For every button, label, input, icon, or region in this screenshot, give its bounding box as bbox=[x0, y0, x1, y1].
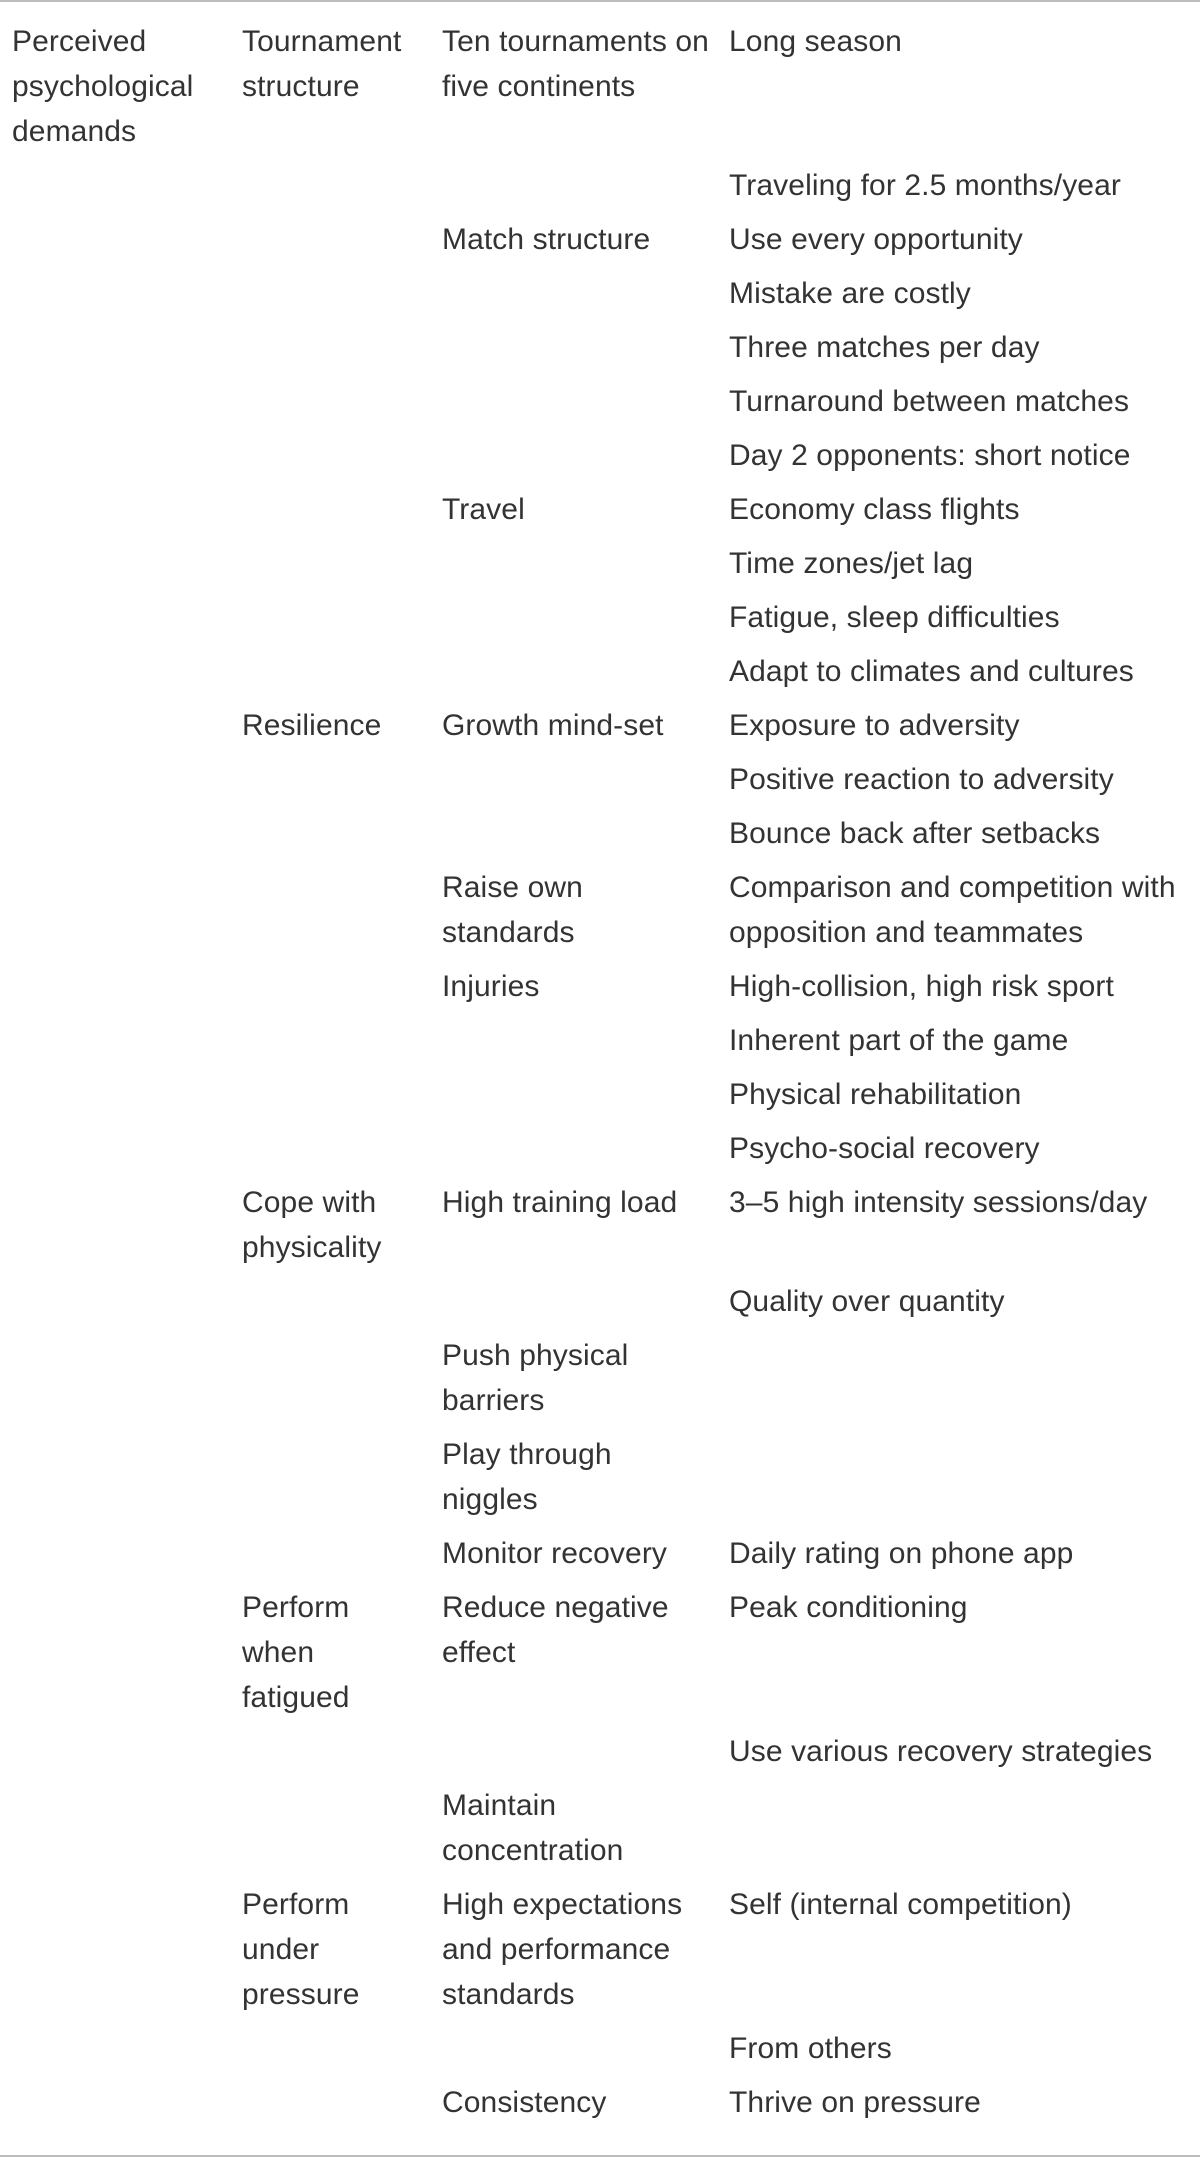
subtheme-cell: Consistency bbox=[442, 2086, 607, 2119]
table-row bbox=[0, 10, 1200, 154]
detail-cell: Adapt to climates and cultures bbox=[729, 655, 1134, 688]
theme-cell bbox=[230, 370, 430, 424]
table-row bbox=[0, 1522, 1200, 1576]
table-row bbox=[0, 532, 1200, 586]
detail-cell: Self (internal competition) bbox=[729, 1888, 1072, 1921]
theme-cell bbox=[230, 748, 430, 802]
table-row bbox=[0, 802, 1200, 856]
subtheme-cell bbox=[430, 316, 717, 370]
detail-cell: Time zones/jet lag bbox=[729, 547, 974, 580]
table-row bbox=[0, 640, 1200, 694]
dimension-cell bbox=[0, 694, 230, 748]
subtheme-cell: Travel bbox=[442, 493, 525, 526]
subtheme-cell: High training load bbox=[442, 1186, 678, 1219]
dimension-cell bbox=[0, 802, 230, 856]
detail-cell: Quality over quantity bbox=[729, 1285, 1005, 1318]
table-row bbox=[0, 262, 1200, 316]
subtheme-cell bbox=[430, 262, 717, 316]
detail-cell: From others bbox=[729, 2032, 892, 2065]
subtheme-cell bbox=[430, 640, 717, 694]
dimension-cell bbox=[0, 1063, 230, 1117]
theme-cell: Perform under pressure bbox=[242, 1888, 360, 2011]
dimension-cell bbox=[0, 370, 230, 424]
subtheme-cell bbox=[430, 370, 717, 424]
detail-cell: Turnaround between matches bbox=[729, 385, 1130, 418]
dimension-cell bbox=[0, 208, 230, 262]
theme-cell bbox=[230, 2071, 430, 2125]
table-row bbox=[0, 1774, 1200, 1873]
dimension-cell bbox=[0, 1720, 230, 1774]
dimension-cell bbox=[0, 316, 230, 370]
table-row bbox=[0, 955, 1200, 1009]
subtheme-cell: Match structure bbox=[442, 223, 651, 256]
detail-cell: Physical rehabilitation bbox=[729, 1078, 1022, 1111]
table-row bbox=[0, 154, 1200, 208]
detail-cell: Three matches per day bbox=[729, 331, 1040, 364]
theme-cell: Tournament structure bbox=[242, 25, 402, 103]
table-row bbox=[0, 2071, 1200, 2125]
table-row bbox=[0, 1576, 1200, 1720]
dimension-cell bbox=[0, 955, 230, 1009]
detail-cell: Comparison and competition with opposition and teammates bbox=[729, 871, 1176, 949]
table-row bbox=[0, 1873, 1200, 2017]
subtheme-cell: Injuries bbox=[442, 970, 540, 1003]
detail-cell: Exposure to adversity bbox=[729, 709, 1020, 742]
table-row bbox=[0, 1009, 1200, 1063]
theme-cell bbox=[230, 1117, 430, 1171]
subtheme-cell bbox=[430, 2017, 717, 2071]
dimension-cell bbox=[0, 586, 230, 640]
detail-cell: Bounce back after setbacks bbox=[729, 817, 1101, 850]
subtheme-cell: Ten tournaments on five continents bbox=[442, 25, 709, 103]
theme-cell bbox=[230, 1063, 430, 1117]
subtheme-cell bbox=[430, 1117, 717, 1171]
dimension-cell bbox=[0, 2017, 230, 2071]
subtheme-cell: Raise own standards bbox=[442, 871, 583, 949]
subtheme-cell bbox=[430, 1009, 717, 1063]
dimension-cell bbox=[0, 1117, 230, 1171]
subtheme-cell bbox=[430, 154, 717, 208]
detail-cell: Psycho-social recovery bbox=[729, 1132, 1040, 1165]
subtheme-cell bbox=[430, 802, 717, 856]
table-top-rule bbox=[0, 0, 1200, 2]
table-row bbox=[0, 316, 1200, 370]
theme-cell bbox=[230, 856, 430, 955]
subtheme-cell: Monitor recovery bbox=[442, 1537, 668, 1570]
subtheme-cell bbox=[430, 1720, 717, 1774]
detail-cell: Use every opportunity bbox=[729, 223, 1023, 256]
detail-cell: Mistake are costly bbox=[729, 277, 971, 310]
dimension-cell bbox=[0, 154, 230, 208]
table-row bbox=[0, 1171, 1200, 1270]
dimension-cell bbox=[0, 1009, 230, 1063]
theme-cell: Perform when fatigued bbox=[242, 1591, 350, 1714]
table-row bbox=[0, 370, 1200, 424]
dimension-cell bbox=[0, 1774, 230, 1873]
dimension-cell bbox=[0, 1576, 230, 1720]
table-row bbox=[0, 208, 1200, 262]
theme-cell bbox=[230, 1324, 430, 1423]
subtheme-cell: Maintain concentration bbox=[442, 1789, 624, 1867]
detail-cell: 3–5 high intensity sessions/day bbox=[729, 1186, 1148, 1219]
table-row bbox=[0, 1720, 1200, 1774]
theme-cell bbox=[230, 586, 430, 640]
table-row bbox=[0, 856, 1200, 955]
theme-cell: Cope with physicality bbox=[242, 1186, 382, 1264]
theme-cell bbox=[230, 208, 430, 262]
detail-cell bbox=[717, 1324, 1200, 1423]
dimension-cell bbox=[0, 1270, 230, 1324]
theme-cell bbox=[230, 1009, 430, 1063]
dimension-cell bbox=[0, 640, 230, 694]
subtheme-cell: High expectations and performance standards bbox=[442, 1888, 683, 2011]
subtheme-cell bbox=[430, 1063, 717, 1117]
detail-cell: Long season bbox=[729, 25, 902, 58]
subtheme-cell bbox=[430, 1270, 717, 1324]
dimension-cell: Perceived psychological demands bbox=[12, 25, 194, 148]
detail-cell: Economy class flights bbox=[729, 493, 1020, 526]
dimension-cell bbox=[0, 1873, 230, 2017]
dimension-cell bbox=[0, 856, 230, 955]
detail-cell: Inherent part of the game bbox=[729, 1024, 1069, 1057]
detail-cell: Fatigue, sleep difficulties bbox=[729, 601, 1060, 634]
detail-cell: Positive reaction to adversity bbox=[729, 763, 1114, 796]
dimension-cell bbox=[0, 424, 230, 478]
theme-cell bbox=[230, 532, 430, 586]
table-row bbox=[0, 694, 1200, 748]
psychological-demands-table bbox=[0, 10, 1200, 2125]
subtheme-cell bbox=[430, 586, 717, 640]
subtheme-cell: Reduce negative effect bbox=[442, 1591, 669, 1669]
subtheme-cell: Play through niggles bbox=[442, 1438, 612, 1516]
dimension-cell bbox=[0, 478, 230, 532]
subtheme-cell bbox=[430, 748, 717, 802]
table-row bbox=[0, 2017, 1200, 2071]
dimension-cell bbox=[0, 748, 230, 802]
table-row bbox=[0, 424, 1200, 478]
detail-cell: Peak conditioning bbox=[729, 1591, 968, 1624]
theme-cell bbox=[230, 1423, 430, 1522]
dimension-cell bbox=[0, 262, 230, 316]
theme-cell bbox=[230, 424, 430, 478]
table-bottom-rule bbox=[0, 2155, 1200, 2157]
table-body bbox=[0, 10, 1200, 2125]
subtheme-cell: Push physical barriers bbox=[442, 1339, 629, 1417]
detail-cell: Traveling for 2.5 months/year bbox=[729, 169, 1121, 202]
theme-cell: Resilience bbox=[242, 709, 382, 742]
theme-cell bbox=[230, 478, 430, 532]
subtheme-cell: Growth mind-set bbox=[442, 709, 664, 742]
table-row bbox=[0, 478, 1200, 532]
theme-cell bbox=[230, 802, 430, 856]
dimension-cell bbox=[0, 1522, 230, 1576]
detail-cell: Daily rating on phone app bbox=[729, 1537, 1074, 1570]
detail-cell: Use various recovery strategies bbox=[729, 1735, 1153, 1768]
detail-cell: Day 2 opponents: short notice bbox=[729, 439, 1131, 472]
theme-cell bbox=[230, 1522, 430, 1576]
detail-cell: Thrive on pressure bbox=[729, 2086, 981, 2119]
theme-cell bbox=[230, 262, 430, 316]
detail-cell bbox=[717, 1774, 1200, 1873]
detail-cell: High-collision, high risk sport bbox=[729, 970, 1114, 1003]
dimension-cell bbox=[0, 1324, 230, 1423]
table-row bbox=[0, 1324, 1200, 1423]
dimension-cell bbox=[0, 1423, 230, 1522]
theme-cell bbox=[230, 2017, 430, 2071]
dimension-cell bbox=[0, 1171, 230, 1270]
dimension-cell bbox=[0, 532, 230, 586]
table-row bbox=[0, 1063, 1200, 1117]
theme-cell bbox=[230, 316, 430, 370]
theme-cell bbox=[230, 640, 430, 694]
theme-cell bbox=[230, 1720, 430, 1774]
table-row bbox=[0, 1423, 1200, 1522]
dimension-cell bbox=[0, 2071, 230, 2125]
detail-cell bbox=[717, 1423, 1200, 1522]
table-row bbox=[0, 748, 1200, 802]
table-row bbox=[0, 1117, 1200, 1171]
subtheme-cell bbox=[430, 532, 717, 586]
theme-cell bbox=[230, 154, 430, 208]
theme-cell bbox=[230, 1270, 430, 1324]
table-row bbox=[0, 586, 1200, 640]
table-row bbox=[0, 1270, 1200, 1324]
theme-cell bbox=[230, 955, 430, 1009]
theme-cell bbox=[230, 1774, 430, 1873]
subtheme-cell bbox=[430, 424, 717, 478]
